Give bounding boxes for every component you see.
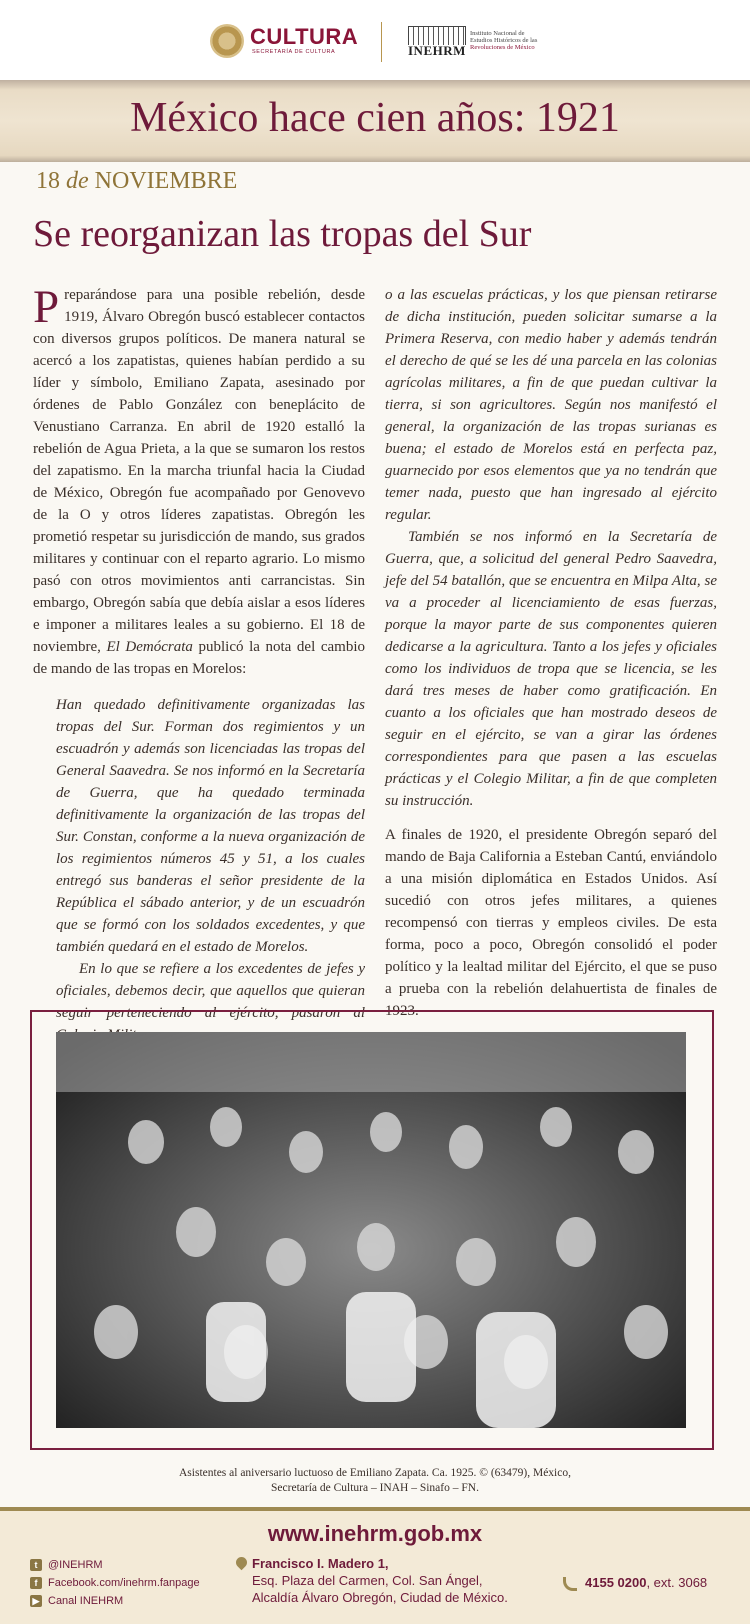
twitter-icon: t <box>30 1559 42 1571</box>
photo-caption: Asistentes al aniversario luctuoso de Emiliano Zapata. Ca. 1925. © (63479), México, Secretaría de Cultura – INAH – Sinafo – FN. <box>179 1467 571 1494</box>
youtube-link[interactable]: ▶ Canal INEHRM <box>30 1592 200 1610</box>
facebook-icon: f <box>30 1577 42 1589</box>
article-date: 18 de NOVIEMBRE <box>36 168 238 194</box>
twitter-link[interactable]: t @INEHRM <box>30 1556 200 1574</box>
block-quote: Han quedado definitivamente organizadas las tropas del Sur. Forman dos regimientos y un escuadrón y además son licenciadas las tropas del General Saavedra. Se nos informó en la Secretaría de Guerra, que ha quedado terminada definitivamente la organización de las tropas del Sur. Constan, conforme a la nueva organización de los regimientos números 45 y 51, a los cuales entregó sus banderas el señor presidente de la República el sábado anterior, y de un escuadrón que se formó con los soldados excedentes, y que también quedará en el estado de Morelos. En lo que se refiere a los excedentes de jefes y oficiales, debemos decir, que aquellos que quieran seguir perteneciendo al ejército, pasaron al <box>56 697 365 1021</box>
cultura-logo-subtitle: SECRETARÍA DE CULTURA <box>252 49 336 55</box>
article-headline: Se reorganizan las tropas del Sur <box>33 213 532 255</box>
historical-photo <box>56 1032 686 1428</box>
cultura-logo <box>210 22 360 62</box>
address: Francisco I. Madero 1, Esq. Plaza del Carmen, Col. San Ángel, Alcaldía Álvaro Obregón, Ciudad de México. <box>252 1555 508 1606</box>
article-paragraph: Preparándose para una posible rebelión, desde 1919, Álvaro Obregón buscó establecer contactos con diversos grupos políticos. De manera natural se acercó a los zapatistas, quienes habían perdido a su líder y símbolo, Emiliano Zapata, asesinado por órdenes de Pablo González con beneplácito de Venustiano Carranza. En abril de 1920 estalló la rebelión de Agua Prieta, a la que se sumaron los restos del zapatismo. En la marcha triunfal hacia la Ciudad de México, Obregón fue acompañado por Genovevo de la O y otros líderes zapatistas. Obregón les prometió respetar su jurisdicción de mando, sus grados militares y continuar con el reparto agrario. Lo mismo pasó con otros movimientos anti carrancistas. Sin embargo, Obregón sabía que debía aislar a esos líderes e imponer a militares leales a su gobierno. El 18 de noviembre, El Demócrata publicó la nota del cambio de mando de las tropas en Morelos: <box>33 281 366 677</box>
logo-divider <box>381 22 382 62</box>
facebook-link[interactable]: f Facebook.com/inehrm.fanpage <box>30 1574 200 1592</box>
phone-icon <box>563 1577 577 1591</box>
footer <box>0 1511 750 1624</box>
inehrm-logo-text: INEHRM <box>408 43 466 58</box>
page-title: México hace cien años: 1921 <box>130 95 620 141</box>
cultura-logo-text: CULTURA <box>250 24 359 49</box>
inehrm-logo <box>408 26 548 60</box>
drop-cap: P <box>33 281 60 333</box>
article-column-left <box>33 281 366 1046</box>
phone-number: 4155 0200, ext. 3068 <box>563 1575 707 1591</box>
article-column-right <box>385 284 717 1022</box>
location-pin-icon <box>234 1555 250 1571</box>
title-banner <box>0 80 750 162</box>
inehrm-logo-caption: Instituto Nacional de Estudios Históricos de las Revoluciones de México <box>470 30 538 51</box>
cultura-seal-icon <box>210 24 244 58</box>
social-links <box>30 1556 200 1610</box>
block-quote-continued: o a las escuelas prácticas, y los que piensan retirarse de dicha institución, pueden solicitar sumarse a la Primera Reserva, con medio haber y además tendrán el derecho de qué se les dé una parcela en las colonias agrícolas militares, a fin de que puedan cultivar la tierra, si son agricultores. Según nos manifestó el general, la organización de las tropas surianas es buena; el estado de Morelos está en perfecta paz, guarnecido por esos elementos que ya no tendrán que temer nada, puesto que han ingresado al ejército regular. También se nos informó en la Secretaría de Guerra, que, a solicitud del general Pedro Saavedra, jefe del 54 batallón, que se encuentra en Milpa Alta, se va a proceder al licenciamiento de esas fuerzas, porque la mayor parte de sus componentes quieren dedicarse a la agricultura. Tanto a los jefes y oficiales como los individuos de tropa que se licencia, se les dará tres meses de haber como gratificación. En cuanto a los oficiales que han mostrado deseos de seguir en el ejército, se van a girar las órdenes correspondientes para que pasen a las escuelas prácticas y el Colegio Militar, a fin de que completen su instrucción. <box>385 287 717 809</box>
header <box>0 0 750 80</box>
youtube-icon: ▶ <box>30 1595 42 1607</box>
article-paragraph-closing: A finales de 1920, el presidente Obregón separó del mando de Baja California a Esteban Cantú, enviándolo a una misión diplomática en Estados Unidos. Así sucedió con otros jefes militares, a quienes recompensó con tierras y empleos civiles. De esta forma, poco a poco, Obregón consolidó el poder político y la lealtad militar del Ejército, el que se puso a prueba con la rebelión delahuertista de finales de 1923. <box>385 827 717 1019</box>
website-link[interactable]: www.inehrm.gob.mx <box>267 1521 483 1546</box>
newspaper-name: El Demócrata <box>106 639 193 655</box>
